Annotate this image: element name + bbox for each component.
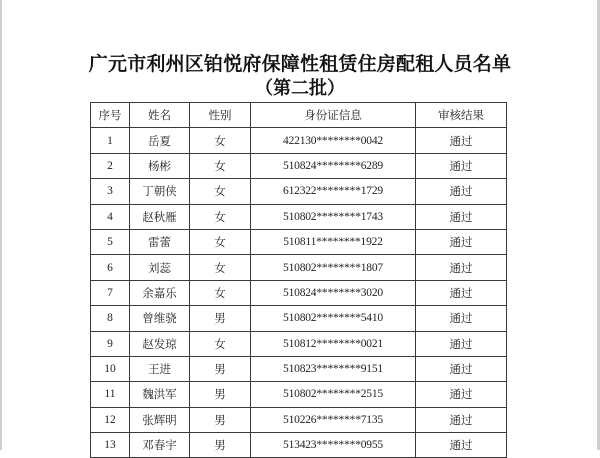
cell-gender: 男 — [190, 433, 251, 458]
cell-result: 通过 — [416, 229, 507, 254]
table-row — [91, 407, 507, 432]
cell-index: 12 — [91, 407, 130, 432]
table-row — [91, 331, 507, 356]
header-id-info: 身份证信息 — [251, 103, 416, 128]
cell-result: 通过 — [416, 433, 507, 458]
cell-result: 通过 — [416, 204, 507, 229]
cell-id: 513423********0955 — [251, 433, 416, 458]
table-row — [91, 356, 507, 381]
cell-result: 通过 — [416, 382, 507, 407]
table-row — [91, 229, 507, 254]
cell-id: 510823********9151 — [251, 356, 416, 381]
roster-table — [90, 102, 507, 458]
header-gender: 性别 — [190, 103, 251, 128]
cell-name: 雷蕾 — [130, 229, 190, 254]
cell-gender: 女 — [190, 204, 251, 229]
cell-index: 8 — [91, 306, 130, 331]
cell-id: 612322********1729 — [251, 179, 416, 204]
table-row — [91, 306, 507, 331]
cell-id: 510802********1743 — [251, 204, 416, 229]
cell-result: 通过 — [416, 128, 507, 153]
cell-result: 通过 — [416, 331, 507, 356]
cell-result: 通过 — [416, 407, 507, 432]
cell-id: 510824********6289 — [251, 153, 416, 178]
cell-id: 510812********0021 — [251, 331, 416, 356]
cell-id: 510802********2515 — [251, 382, 416, 407]
cell-index: 9 — [91, 331, 130, 356]
cell-gender: 女 — [190, 255, 251, 280]
cell-name: 赵发琼 — [130, 331, 190, 356]
cell-gender: 女 — [190, 229, 251, 254]
cell-gender: 女 — [190, 153, 251, 178]
cell-index: 5 — [91, 229, 130, 254]
table-row — [91, 153, 507, 178]
cell-name: 张辉明 — [130, 407, 190, 432]
cell-name: 岳夏 — [130, 128, 190, 153]
cell-index: 3 — [91, 179, 130, 204]
cell-index: 1 — [91, 128, 130, 153]
table-row — [91, 280, 507, 305]
cell-gender: 女 — [190, 280, 251, 305]
cell-result: 通过 — [416, 356, 507, 381]
table-row — [91, 255, 507, 280]
cell-gender: 男 — [190, 356, 251, 381]
cell-result: 通过 — [416, 255, 507, 280]
cell-name: 丁朝侠 — [130, 179, 190, 204]
cell-index: 7 — [91, 280, 130, 305]
cell-name: 余嘉乐 — [130, 280, 190, 305]
cell-gender: 男 — [190, 306, 251, 331]
cell-result: 通过 — [416, 280, 507, 305]
cell-name: 魏洪军 — [130, 382, 190, 407]
header-review-result: 审核结果 — [416, 103, 507, 128]
cell-gender: 女 — [190, 331, 251, 356]
cell-id: 510824********3020 — [251, 280, 416, 305]
cell-result: 通过 — [416, 153, 507, 178]
cell-index: 11 — [91, 382, 130, 407]
header-index: 序号 — [91, 103, 130, 128]
cell-id: 510802********5410 — [251, 306, 416, 331]
cell-id: 510226********7135 — [251, 407, 416, 432]
cell-name: 赵秋雁 — [130, 204, 190, 229]
cell-name: 王进 — [130, 356, 190, 381]
cell-name: 邓春宇 — [130, 433, 190, 458]
cell-result: 通过 — [416, 306, 507, 331]
cell-id: 510811********1922 — [251, 229, 416, 254]
cell-index: 13 — [91, 433, 130, 458]
table-row — [91, 128, 507, 153]
cell-index: 2 — [91, 153, 130, 178]
cell-gender: 男 — [190, 382, 251, 407]
cell-name: 刘蕊 — [130, 255, 190, 280]
cell-name: 杨彬 — [130, 153, 190, 178]
cell-gender: 男 — [190, 407, 251, 432]
cell-gender: 女 — [190, 128, 251, 153]
table-row — [91, 433, 507, 458]
document-subtitle: （第二批） — [255, 78, 345, 99]
cell-id: 510802********1807 — [251, 255, 416, 280]
cell-name: 曾维骁 — [130, 306, 190, 331]
table-row — [91, 204, 507, 229]
cell-gender: 女 — [190, 179, 251, 204]
cell-index: 4 — [91, 204, 130, 229]
table-header-row — [91, 103, 507, 128]
cell-index: 6 — [91, 255, 130, 280]
cell-index: 10 — [91, 356, 130, 381]
cell-result: 通过 — [416, 179, 507, 204]
document-title: 广元市利州区铂悦府保障性租赁住房配租人员名单 — [88, 53, 512, 75]
table-row — [91, 382, 507, 407]
table-row — [91, 179, 507, 204]
header-name: 姓名 — [130, 103, 190, 128]
cell-id: 422130********0042 — [251, 128, 416, 153]
